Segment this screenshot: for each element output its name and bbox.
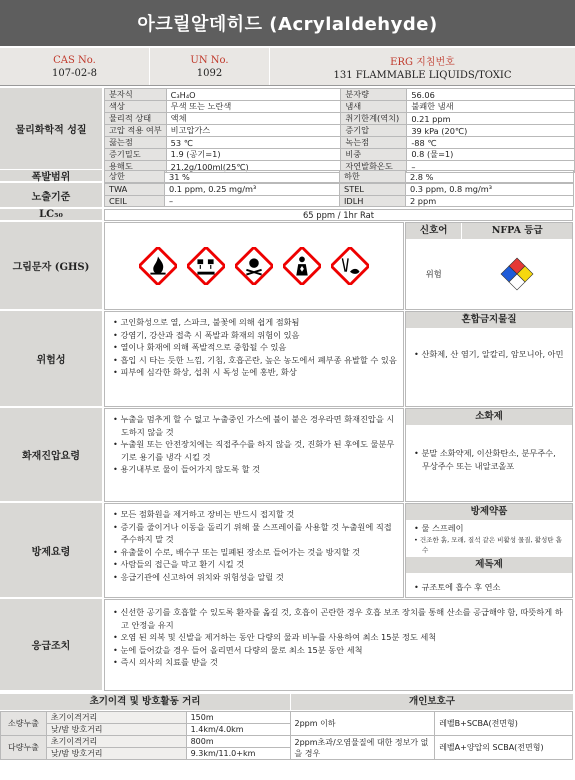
hazard-header: 위험성 — [0, 311, 102, 407]
hazard-box — [104, 311, 404, 407]
stel-label: STEL — [340, 184, 406, 196]
large-condition: 2ppm초과/오염물질에 대한 정보가 없을 경우 — [290, 736, 435, 760]
prop-value: – — [407, 161, 575, 173]
list-item: • 모든 점화원을 제거하고 장비는 반드시 접지할 것 — [111, 508, 397, 521]
incompatible-list — [406, 328, 572, 381]
cas-value: 107-02-8 — [52, 67, 97, 79]
prop-value: 0.21 ppm — [407, 113, 575, 125]
ppe-header: 개인보호구 — [291, 694, 573, 710]
list-item: • 사람들의 접근을 막고 환기 시킬 것 — [111, 558, 397, 571]
props-row — [105, 89, 575, 101]
control-agent-item: • 건조한 흙, 모래, 질석 같은 비활성 물질, 활성탄 흡수 — [412, 535, 566, 555]
control-agent-list — [406, 520, 572, 557]
flame-icon — [139, 247, 177, 285]
fire-list — [111, 413, 397, 476]
exposure-table — [104, 183, 574, 207]
signal-nfpa-box — [405, 222, 573, 310]
control-agent-box — [405, 503, 573, 598]
idlh-label: IDLH — [340, 195, 406, 207]
explosion-upper-label: 상한 — [105, 171, 165, 183]
prop-label: 자연발화온도 — [341, 161, 407, 173]
stel-value: 0.3 ppm, 0.8 mg/m³ — [406, 184, 574, 196]
large-isolation-value: 800m — [186, 736, 290, 748]
list-item: • 눈에 들어갔을 경우 들어 올리면서 다량의 물로 최소 15분 동안 세척 — [111, 644, 566, 657]
control-header: 방제요령 — [0, 503, 102, 598]
prop-label: 분자식 — [105, 89, 167, 101]
decon-item: • 규조토에 흡수 후 연소 — [412, 581, 566, 594]
corrosion-icon — [187, 247, 225, 285]
prop-value: 0.8 (물=1) — [407, 149, 575, 161]
prop-value: 액체 — [166, 113, 341, 125]
prop-label: 고압 적용 여부 — [105, 125, 167, 137]
extinguisher-list — [406, 425, 572, 494]
prop-label: 분자량 — [341, 89, 407, 101]
list-item: • 신선한 공기를 호흡할 수 있도록 환자를 옮길 것, 호흡이 곤란한 경우 호흡 보조 장치를 통해 산소를 공급해야 함, 따뜻하게 하고 안정을 유지 — [111, 606, 566, 631]
prop-value: 불쾌한 냄새 — [407, 101, 575, 113]
prop-label: 냄새 — [341, 101, 407, 113]
control-agent-header: 방제약품 — [406, 504, 572, 520]
first-aid-list — [111, 606, 566, 669]
fire-header: 화재진압요령 — [0, 408, 102, 502]
incompatible-box — [405, 311, 573, 407]
cas-label: CAS No. — [53, 54, 96, 66]
control-list — [111, 508, 397, 583]
large-isolation-label: 초기이격거리 — [46, 736, 186, 748]
prop-label: 증기압 — [341, 125, 407, 137]
large-protect-label: 낮/밤 방호거리 — [46, 748, 186, 760]
small-spill-label: 소량누출 — [1, 712, 47, 736]
prop-label: 취기한계(역치) — [341, 113, 407, 125]
decon-list — [406, 573, 572, 602]
prop-label: 녹는점 — [341, 137, 407, 149]
prop-label: 끓는점 — [105, 137, 167, 149]
list-item: • 용기내부로 물이 들어가지 않도록 할 것 — [111, 463, 397, 476]
prop-value: 비고압가스 — [166, 125, 341, 137]
prop-value: 56.06 — [407, 89, 575, 101]
hazard-list — [111, 316, 397, 379]
extinguisher-item: • 분말 소화약제, 이산화탄소, 분무주수, 무상주수 또는 내알코올포 — [412, 447, 566, 472]
signal-word: 위험 — [425, 269, 442, 279]
un-label: UN No. — [190, 54, 229, 66]
large-ppe: 레벨A+양압의 SCBA(전면형) — [435, 736, 573, 760]
explosion-header: 폭발범위 — [0, 170, 102, 182]
prop-label: 비중 — [341, 149, 407, 161]
prop-value: C₃H₄O — [166, 89, 341, 101]
environment-icon — [331, 247, 369, 285]
erg-label: ERG 지침번호 — [390, 56, 455, 68]
large-protect-value: 9.3km/11.0+km — [186, 748, 290, 760]
props-row — [105, 113, 575, 125]
health-hazard-icon — [283, 247, 321, 285]
signal-header: 신호어 — [406, 223, 461, 239]
prop-label: 용해도 — [105, 161, 167, 173]
control-box — [104, 503, 404, 598]
list-item: • 흡입 시 타는 듯한 느낌, 기침, 호흡곤란, 높은 농도에서 폐부종 유발할 수 있음 — [111, 354, 397, 367]
erg-cell — [270, 48, 575, 85]
ghs-pictograms — [104, 222, 404, 310]
skull-crossbones-icon — [235, 247, 273, 285]
twa-label: TWA — [105, 184, 165, 196]
lc50-value: 65 ppm / 1hr Rat — [104, 209, 573, 221]
erg-value: 131 FLAMMABLE LIQUIDS/TOXIC — [333, 69, 512, 81]
first-aid-box — [104, 599, 573, 691]
page-title: 아크릴알데히드 (Acrylaldehyde) — [0, 0, 575, 46]
props-table — [104, 88, 575, 173]
distance-header: 초기이격 및 방호활동 거리 — [0, 694, 290, 710]
un-cell — [150, 48, 270, 85]
incompatible-item: • 산화제, 산 염기, 알칼리, 암모니아, 아민 — [412, 348, 566, 361]
extinguisher-header: 소화제 — [406, 409, 572, 425]
prop-label: 증기밀도 — [105, 149, 167, 161]
small-isolation-value: 150m — [186, 712, 290, 724]
id-row — [0, 48, 575, 86]
prop-value: -88 ℃ — [407, 137, 575, 149]
decon-header: 제독제 — [406, 557, 572, 573]
props-header: 물리화학적 성질 — [0, 88, 102, 170]
small-protect-label: 낮/밤 방호거리 — [46, 724, 186, 736]
cas-cell — [0, 48, 150, 85]
list-item: • 오염 된 의복 및 신발을 제거하는 동안 다량의 물과 비누를 사용하여 최소 15분 정도 세척 — [111, 631, 566, 644]
twa-value: 0.1 ppm, 0.25 mg/m³ — [165, 184, 340, 196]
list-item: • 유출물이 수로, 배수구 또는 밀폐된 장소로 들어가는 것을 방지할 것 — [111, 546, 397, 559]
distance-table — [0, 711, 573, 760]
un-value: 1092 — [196, 67, 223, 79]
props-row — [105, 137, 575, 149]
list-item: • 고인화성으로 열, 스파크, 불꽃에 의해 쉽게 점화됨 — [111, 316, 397, 329]
small-ppe: 레벨B+SCBA(전면형) — [435, 712, 573, 736]
extinguisher-box — [405, 408, 573, 502]
list-item: • 열이나 화재에 의해 폭발적으로 중합될 수 있음 — [111, 341, 397, 354]
control-agent-item: • 물 스프레이 — [412, 522, 566, 535]
props-row — [105, 149, 575, 161]
ghs-header: 그림문자 (GHS) — [0, 222, 102, 310]
props-row — [105, 101, 575, 113]
small-protect-value: 1.4km/4.0km — [186, 724, 290, 736]
list-item: • 누출을 멈추게 할 수 없고 누출중인 가스에 불이 붙은 경우라면 화재진압을 시도하지 않을 것 — [111, 413, 397, 438]
list-item: • 누출원 또는 안전장치에는 직접주수를 하지 않을 것, 진화가 된 후에도 물분무기로 용기를 냉각 시킬 것 — [111, 438, 397, 463]
first-aid-header: 응급조치 — [0, 599, 102, 691]
idlh-value: 2 ppm — [406, 195, 574, 207]
small-condition: 2ppm 이하 — [290, 712, 435, 736]
list-item: • 응급기관에 신고하여 위치와 위험성을 알릴 것 — [111, 571, 397, 584]
incompatible-header: 혼합금지물질 — [406, 312, 572, 328]
prop-value: 53 ℃ — [166, 137, 341, 149]
large-spill-label: 다량누출 — [1, 736, 47, 760]
prop-value: 1.9 (공기=1) — [166, 149, 341, 161]
prop-label: 색상 — [105, 101, 167, 113]
ceil-value: – — [165, 195, 340, 207]
lc50-header: LC₅₀ — [0, 209, 102, 221]
exposure-header: 노출기준 — [0, 183, 102, 208]
list-item: • 강염기, 강산과 접촉 시 폭발과 화재의 위험이 있음 — [111, 329, 397, 342]
explosion-lower-value: 2.8 % — [406, 171, 574, 183]
prop-value: 39 kPa (20℃) — [407, 125, 575, 137]
prop-label: 물리적 상태 — [105, 113, 167, 125]
explosion-table — [104, 170, 574, 183]
props-row — [105, 125, 575, 137]
fire-box — [104, 408, 404, 502]
prop-value: 무색 또는 노란색 — [166, 101, 341, 113]
nfpa-header: NFPA 등급 — [461, 223, 572, 239]
list-item: • 즉시 의사의 치료를 받을 것 — [111, 656, 566, 669]
list-item: • 피부에 심각한 화상, 섭취 시 독성 눈에 홍반, 화상 — [111, 366, 397, 379]
prop-value: 21.2g/100ml(25℃) — [166, 161, 341, 173]
ceil-label: CEIL — [105, 195, 165, 207]
list-item: • 증기를 줄이거나 이동을 돌리기 위해 물 스프레이를 사용할 것 누출원에 직접 주수하지 말 것 — [111, 521, 397, 546]
explosion-lower-label: 하한 — [340, 171, 406, 183]
explosion-upper-value: 31 % — [165, 171, 340, 183]
small-isolation-label: 초기이격거리 — [46, 712, 186, 724]
nfpa-diamond-icon — [500, 257, 534, 291]
